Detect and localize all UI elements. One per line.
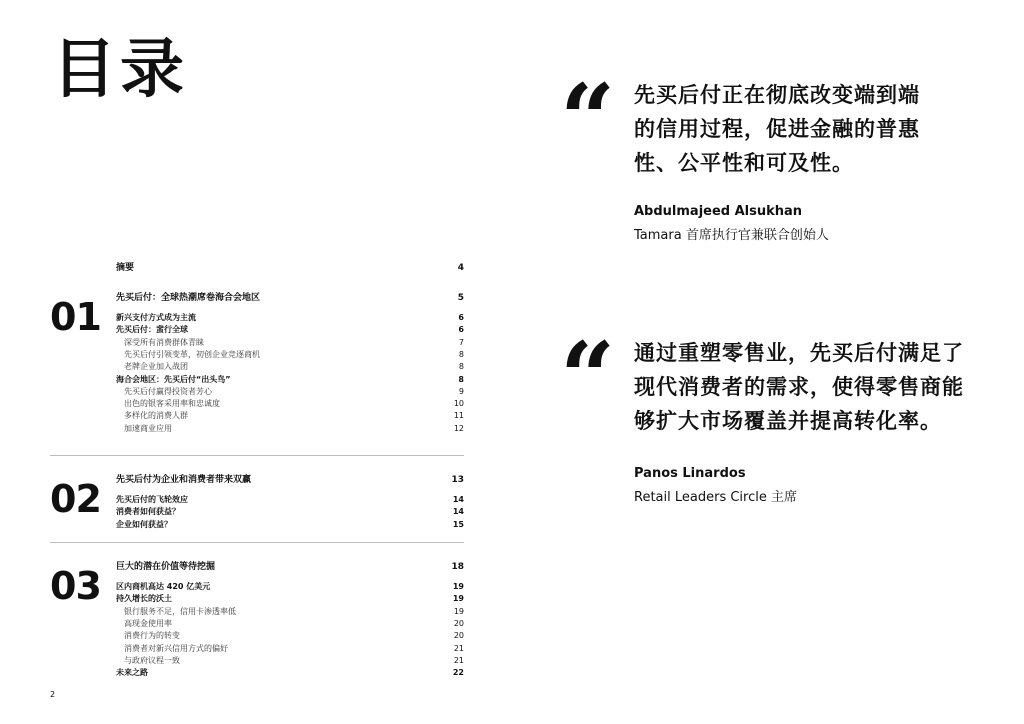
toc-item[interactable] <box>116 655 464 667</box>
quote-line: 够扩大市场覆盖并提高转化率。 <box>634 409 942 433</box>
toc-item-label: 消费行为的转变 <box>124 631 180 641</box>
toc-item-page: 14 <box>452 507 464 517</box>
quote-text <box>634 336 974 438</box>
toc-item-page: 21 <box>453 643 464 653</box>
quote-line: 通过重塑零售业，先买后付满足了 <box>634 341 964 365</box>
toc-item[interactable] <box>116 374 464 386</box>
toc-item-page: 6 <box>458 313 464 322</box>
section-number: 01 <box>50 295 101 339</box>
toc-section-heading-page: 18 <box>451 562 464 572</box>
section-divider <box>50 542 464 543</box>
toc-item-label: 先买后付的飞轮效应 <box>116 495 188 504</box>
quote-mark-icon: “ <box>560 330 616 390</box>
page-title: 目录 <box>52 33 188 107</box>
toc-section-heading-page: 5 <box>457 293 464 303</box>
page-number: 2 <box>50 690 56 699</box>
toc-item-label: 企业如何获益？ <box>116 519 172 529</box>
toc-item-page: 8 <box>458 349 464 359</box>
toc-item-label: 未来之路 <box>116 668 148 678</box>
toc-item[interactable] <box>116 618 464 630</box>
toc-item-label: 银行服务不足，信用卡渗透率低 <box>124 606 236 616</box>
quote-mark-icon: “ <box>560 72 616 132</box>
toc-item[interactable] <box>116 398 464 410</box>
toc-item-page: 11 <box>453 411 464 421</box>
toc-item-label: 出色的银客采用率和忠诚度 <box>124 399 220 409</box>
toc-summary-label: 摘要 <box>116 263 135 273</box>
toc-item[interactable] <box>116 581 464 593</box>
section-number: 03 <box>50 564 101 608</box>
toc-item-page: 15 <box>452 519 464 529</box>
quote-author-role: Retail Leaders Circle 主席 <box>634 490 797 505</box>
toc-item[interactable] <box>116 494 464 506</box>
toc-item[interactable] <box>116 386 464 398</box>
toc-item-page: 10 <box>453 399 464 409</box>
toc-item-label: 与政府议程一致 <box>124 655 180 665</box>
toc-item[interactable] <box>116 519 464 531</box>
toc-item-page: 19 <box>453 606 464 616</box>
toc-item-label: 消费者对新兴信用方式的偏好 <box>124 643 228 653</box>
toc-item[interactable] <box>116 337 464 349</box>
toc-item-label: 海合会地区：先买后付“出头鸟” <box>116 374 231 384</box>
toc-item[interactable] <box>116 423 464 435</box>
toc-item-label: 持久增长的沃土 <box>116 594 172 604</box>
toc-item-page: 19 <box>452 594 464 604</box>
toc-section-heading-page: 13 <box>451 475 464 485</box>
toc-item-page: 20 <box>453 631 464 641</box>
toc-item-label: 高现金使用率 <box>124 618 172 628</box>
toc-item-page: 8 <box>458 362 464 372</box>
toc-item[interactable] <box>116 643 464 655</box>
quote-line: 性、公平性和可及性。 <box>634 151 854 175</box>
toc-section-heading-label: 巨大的潜在价值等待挖掘 <box>116 562 216 572</box>
toc-section-heading[interactable] <box>116 561 464 573</box>
toc-item-label: 加速商业应用 <box>124 423 172 433</box>
toc-item-page: 7 <box>458 337 464 347</box>
toc-item-label: 先买后付引领变革，初创企业竞逐商机 <box>124 349 260 359</box>
toc-item-label: 消费者如何获益？ <box>116 507 180 517</box>
toc-section-heading[interactable] <box>116 474 464 486</box>
toc-item[interactable] <box>116 593 464 605</box>
quote-line: 现代消费者的需求，使得零售商能 <box>634 375 964 399</box>
toc-section-heading-label: 先买后付：全球热潮席卷海合会地区 <box>116 293 261 303</box>
toc-item[interactable] <box>116 667 464 679</box>
toc-section-heading[interactable] <box>116 292 464 304</box>
toc-item-page: 22 <box>452 668 464 678</box>
toc-item-page: 9 <box>458 386 464 396</box>
toc-item-label: 多样化的消费人群 <box>124 411 188 421</box>
toc-item-page: 8 <box>458 374 464 384</box>
toc-item-label: 先买后付赢得投资者芳心 <box>124 386 212 396</box>
toc-item-page: 20 <box>453 618 464 628</box>
toc-summary-page: 4 <box>457 263 464 273</box>
quote-author-name: Panos Linardos <box>634 466 746 481</box>
toc-item[interactable] <box>116 361 464 373</box>
toc-item-label: 深受所有消费群体青睐 <box>124 337 204 347</box>
toc-item-page: 6 <box>458 325 464 335</box>
toc-item-label: 先买后付：蜚行全球 <box>116 325 188 335</box>
quote-author-role: Tamara 首席执行官兼联合创始人 <box>634 228 829 243</box>
toc-item[interactable] <box>116 630 464 642</box>
toc-item-label: 新兴支付方式成为主流 <box>116 313 196 322</box>
toc-item-page: 12 <box>453 423 464 433</box>
quote-line: 先买后付正在彻底改变端到端 <box>634 83 920 107</box>
toc-item[interactable] <box>116 324 464 336</box>
toc-item-page: 19 <box>452 582 464 591</box>
toc-item-label: 老牌企业加入战团 <box>124 362 188 372</box>
toc-summary-row[interactable] <box>116 262 464 274</box>
toc-item[interactable] <box>116 506 464 518</box>
quote-line: 的信用过程，促进金融的普惠 <box>634 117 920 141</box>
toc-item[interactable] <box>116 410 464 422</box>
section-divider <box>50 455 464 456</box>
toc-item-page: 21 <box>453 655 464 665</box>
section-number: 02 <box>50 477 101 521</box>
toc-item-label: 区内商机高达 420 亿美元 <box>116 582 211 591</box>
toc-item[interactable] <box>116 349 464 361</box>
toc-section-heading-label: 先买后付为企业和消费者带来双赢 <box>116 475 252 485</box>
quote-text <box>634 78 974 180</box>
toc-item[interactable] <box>116 312 464 324</box>
toc-item-page: 14 <box>452 495 464 504</box>
toc-item[interactable] <box>116 606 464 618</box>
quote-author-name: Abdulmajeed Alsukhan <box>634 204 803 219</box>
